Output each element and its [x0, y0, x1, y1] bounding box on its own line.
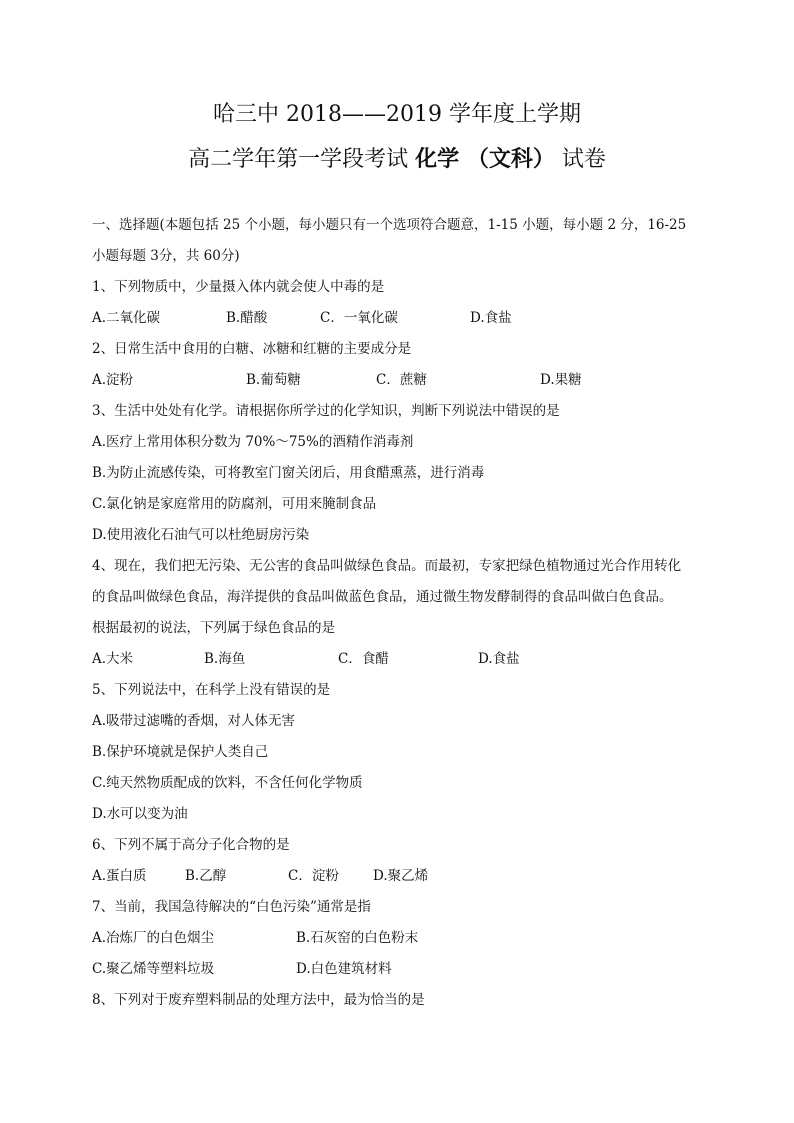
exam-title-line2: [0, 143, 794, 176]
option-b: B.葡萄糖: [246, 372, 301, 388]
question-5-option-c: C.纯天然物质配成的饮料，不含任何化学物质: [92, 775, 363, 791]
exam-title-subject: 化学 （文科）: [415, 146, 555, 172]
question-3-option-b: B.为防止流感传染，可将教室门窗关闭后，用食醋熏蒸，进行消毒: [92, 465, 485, 481]
option-c: C．食醋: [338, 651, 389, 667]
option-c: C．蔗糖: [376, 372, 427, 388]
section-header-line1: 一、选择题(本题包括 25 个小题，每小题只有一个选项符合题意，1-15 小题，每小题 2 分，16-25: [92, 217, 687, 233]
option-c: C．一氧化碳: [320, 310, 398, 326]
option-d: D.白色建筑材料: [296, 961, 392, 977]
option-b: B.醋酸: [226, 310, 268, 326]
question-7-options-row1: [92, 928, 712, 948]
option-a: A.大米: [92, 651, 134, 667]
question-3-option-d: D.使用液化石油气可以杜绝厨房污染: [92, 527, 310, 543]
question-4-stem-line1: 4、现在，我们把无污染、无公害的食品叫做绿色食品。而最初，专家把绿色植物通过光合作用转化: [92, 558, 682, 574]
option-a: A.二氧化碳: [92, 310, 161, 326]
question-5-option-b: B.保护环境就是保护人类自己: [92, 744, 269, 760]
option-b: B.石灰窑的白色粉末: [296, 930, 419, 946]
question-2-options: [92, 370, 712, 390]
question-6-options: [92, 866, 712, 886]
question-4-stem-line3: 根据最初的说法，下列属于绿色食品的是: [92, 620, 335, 636]
option-d: D.聚乙烯: [373, 868, 429, 884]
question-8-stem: 8、下列对于废弃塑料制品的处理方法中，最为恰当的是: [92, 992, 425, 1008]
exam-title-prefix: 高二学年第一学段考试: [188, 147, 409, 172]
option-d: D.果糖: [540, 372, 582, 388]
question-4-options: [92, 649, 712, 669]
option-d: D.食盐: [470, 310, 512, 326]
question-5-stem: 5、下列说法中，在科学上没有错误的是: [92, 682, 331, 698]
question-3-stem: 3、生活中处处有化学。请根据你所学过的化学知识，判断下列说法中错误的是: [92, 403, 560, 419]
question-5-option-d: D.水可以变为油: [92, 806, 188, 822]
exam-title-suffix: 试卷: [561, 147, 606, 172]
question-7-options-row2: [92, 959, 712, 979]
option-a: A.淀粉: [92, 372, 134, 388]
question-2-stem: 2、日常生活中食用的白糖、冰糖和红糖的主要成分是: [92, 341, 412, 357]
question-5-option-a: A.吸带过滤嘴的香烟，对人体无害: [92, 713, 296, 729]
question-1-stem: 1、下列物质中，少量摄入体内就会使人中毒的是: [92, 279, 385, 295]
question-3-option-c: C.氯化钠是家庭常用的防腐剂，可用来腌制食品: [92, 496, 377, 512]
option-b: B.海鱼: [204, 651, 246, 667]
option-c: C.聚乙烯等塑料垃圾: [92, 961, 215, 977]
question-4-stem-line2: 的食品叫做绿色食品，海洋提供的食品叫做蓝色食品，通过微生物发酵制得的食品叫做白色食品。: [92, 589, 673, 605]
option-a: A.蛋白质: [92, 868, 147, 884]
option-d: D.食盐: [478, 651, 520, 667]
question-6-stem: 6、下列不属于高分子化合物的是: [92, 837, 290, 853]
exam-title-line1: 哈三中 2018——2019 学年度上学期: [213, 102, 581, 127]
option-c: C．淀粉: [288, 868, 339, 884]
question-3-option-a: A.医疗上常用体积分数为 70%～75%的酒精作消毒剂: [92, 434, 414, 450]
option-b: B.乙醇: [185, 868, 227, 884]
question-1-options: [92, 308, 712, 328]
section-header-line2: 小题每题 3分，共 60分): [92, 248, 240, 264]
option-a: A.冶炼厂的白色烟尘: [92, 930, 215, 946]
question-7-stem: 7、当前，我国急待解决的“白色污染”通常是指: [92, 899, 371, 915]
